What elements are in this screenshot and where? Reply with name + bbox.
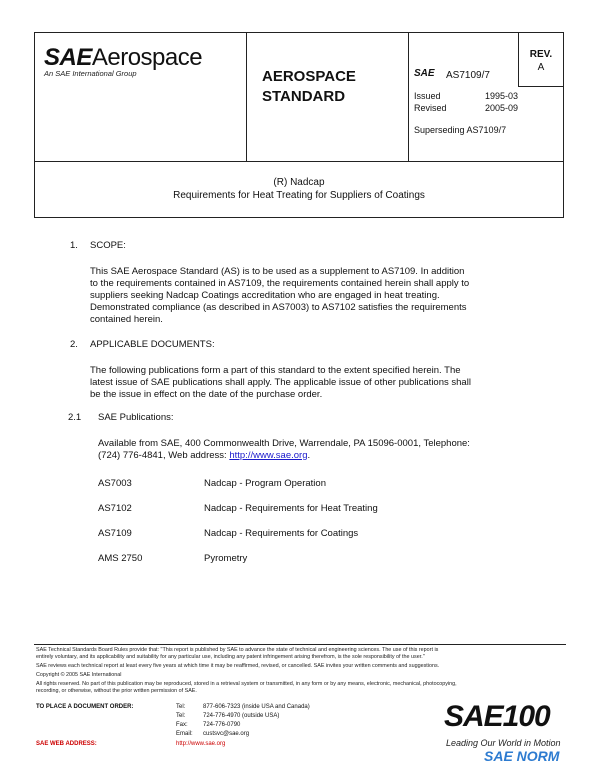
publication-desc: Nadcap - Program Operation bbox=[204, 478, 326, 489]
header-divider-3 bbox=[518, 32, 519, 87]
header-divider-1 bbox=[246, 32, 247, 162]
publication-code: AS7109 bbox=[98, 528, 132, 539]
contact-value: 877-606-7323 (inside USA and Canada) bbox=[203, 704, 310, 710]
revised-row: Revised 2005-09 bbox=[414, 103, 518, 113]
footer-rule bbox=[34, 644, 566, 645]
publication-desc: Nadcap - Requirements for Heat Treating bbox=[204, 503, 378, 514]
issued-row: Issued 1995-03 bbox=[414, 91, 518, 101]
rev-box-bottom bbox=[518, 86, 564, 87]
sae100-logo: SAE100 bbox=[444, 700, 550, 733]
superseding-note: Superseding AS7109/7 bbox=[414, 125, 507, 135]
document-title-line2: Requirements for Heat Treating for Suppliers of Coatings bbox=[173, 190, 425, 201]
sae-web-link[interactable]: http://www.sae.org bbox=[229, 450, 308, 461]
web-address-link[interactable]: http://www.sae.org bbox=[176, 741, 226, 747]
board-rules-notice: SAE Technical Standards Board Rules provide that: "This report is published by SAE to advance the state of technical and engineering sciences. The use of this report is entirely voluntary, and its applicability and suitability for any particular use, including any patent infringement arising therefrom, is the sole responsibility of the user." SAE reviews each technical report at least every five years at which time it may be reaffirmed, revised, or cancelled. SAE invites your written comments and suggestions. Copyright © 2005 SAE International All rights reserved. No part of this publication may be reproduced, stored in a retrieval system or transmitted, in any form or by any means, electronic, mechanical, photocopying, recording, or otherwise, without the prior written permission of SAE. bbox=[36, 647, 457, 694]
applicable-docs-paragraph: The following publications form a part of this standard to the extent specified herein. The latest issue of SAE publications shall apply. The applicable issue of other publications shall be the issue in effect on the date of the purchase order. bbox=[90, 365, 471, 400]
publication-code: AS7003 bbox=[98, 478, 132, 489]
section-1-heading: SCOPE: bbox=[90, 240, 126, 251]
sae-norm-watermark: SAE NORM bbox=[484, 748, 560, 764]
web-address-label: SAE WEB ADDRESS: bbox=[36, 741, 97, 747]
section-2-1-heading: SAE Publications: bbox=[98, 412, 174, 423]
publication-code: AMS 2750 bbox=[98, 553, 143, 564]
section-1-number: 1. bbox=[70, 240, 78, 251]
document-title-line1: (R) Nadcap bbox=[273, 177, 325, 188]
sae-mark: SAE bbox=[414, 68, 435, 79]
publication-desc: Pyrometry bbox=[204, 553, 248, 564]
section-2-heading: APPLICABLE DOCUMENTS: bbox=[90, 339, 215, 350]
contact-key: Email: bbox=[176, 731, 193, 737]
revision-block: REV. A bbox=[529, 49, 553, 73]
contact-key: Fax: bbox=[176, 722, 188, 728]
section-2-1-number: 2.1 bbox=[68, 412, 82, 423]
scope-paragraph: This SAE Aerospace Standard (AS) is to be used as a supplement to AS7109. In addition to the requirements contained in AS7109, the requirements contained herein shall apply to suppliers seeking Nadcap Coatings accreditation who are engaged in heat treating. Demonstrated compliance (as described in AS7003) to AS7102 satisfies the requirements contained herein. bbox=[90, 266, 470, 325]
publication-desc: Nadcap - Requirements for Coatings bbox=[204, 528, 359, 539]
publication-code: AS7102 bbox=[98, 503, 132, 514]
tagline: Leading Our World in Motion bbox=[446, 738, 561, 748]
header-divider-2 bbox=[408, 32, 409, 162]
standard-title: AEROSPACE STANDARD bbox=[262, 68, 356, 105]
contact-value: 724-776-0790 bbox=[203, 722, 241, 728]
contact-key: Tel: bbox=[176, 713, 186, 719]
contact-value: 724-776-4970 (outside USA) bbox=[203, 713, 280, 719]
logo-subtitle: An SAE International Group bbox=[44, 69, 137, 78]
contact-key: Tel: bbox=[176, 704, 186, 710]
sae-aerospace-logo: SAEAerospace bbox=[44, 44, 203, 71]
order-label: TO PLACE A DOCUMENT ORDER: bbox=[36, 704, 134, 710]
document-number: AS7109/7 bbox=[446, 70, 490, 81]
section-2-number: 2. bbox=[70, 339, 78, 350]
sae-publications-paragraph: Available from SAE, 400 Commonwealth Drive, Warrendale, PA 15096-0001, Telephone: (724) 776-4841, Web address: http://www.sae.org. bbox=[98, 438, 470, 461]
contact-value[interactable]: custsvc@sae.org bbox=[203, 731, 250, 737]
